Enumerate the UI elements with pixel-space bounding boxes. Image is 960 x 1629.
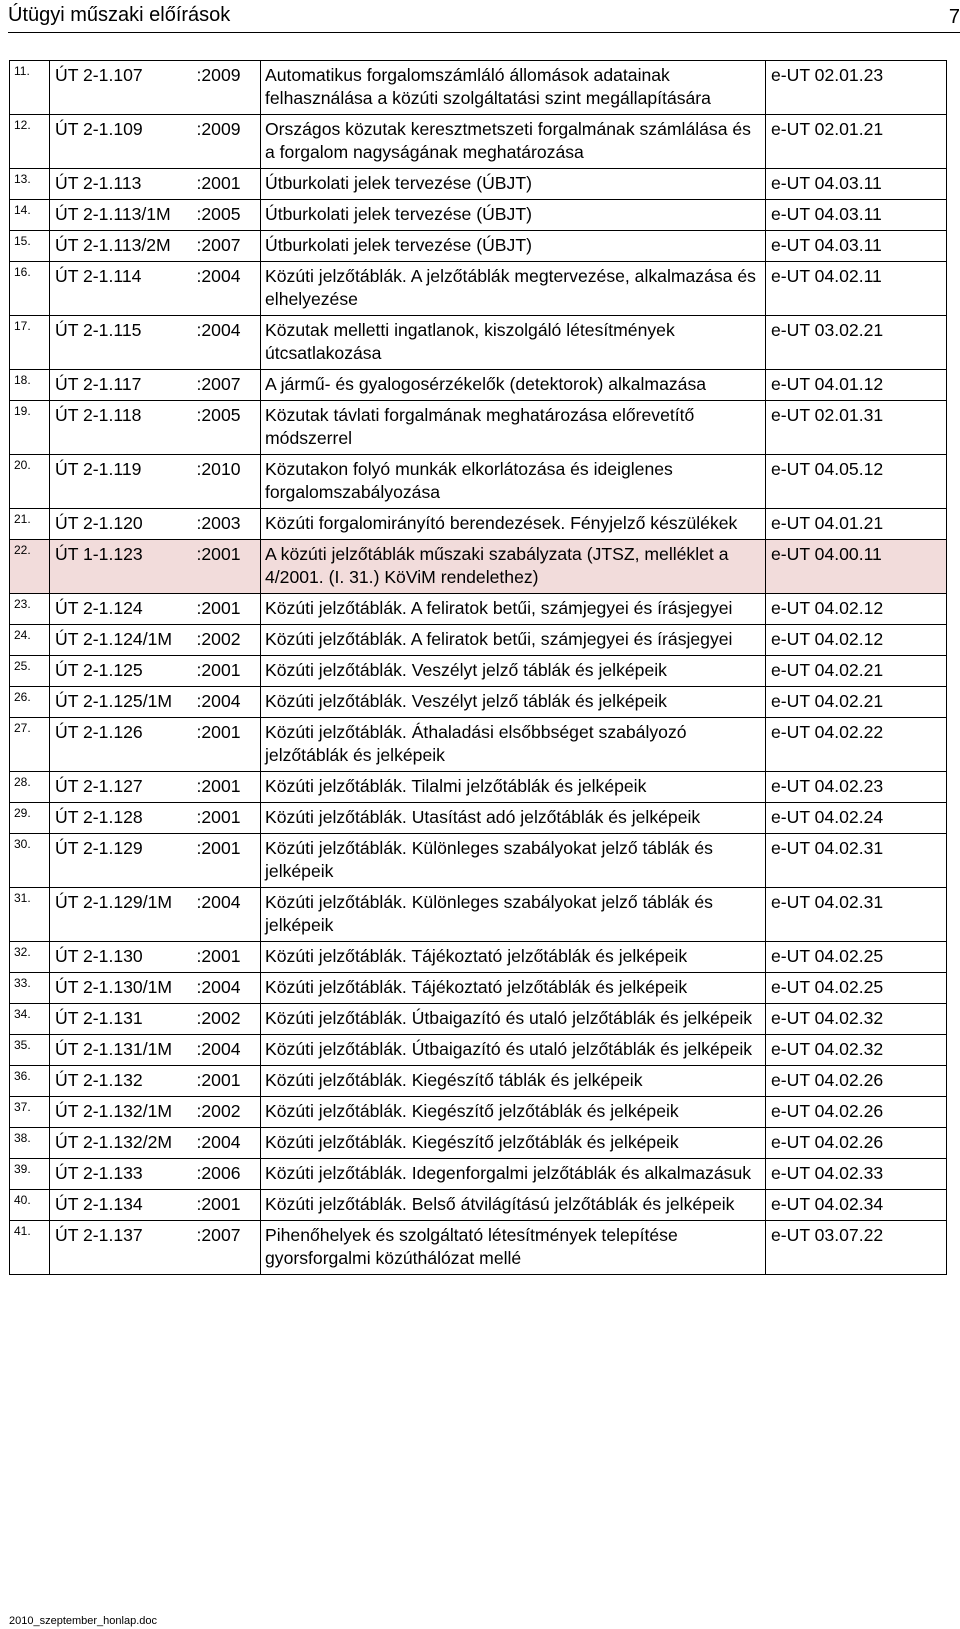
standard-year: :2001 <box>195 1066 261 1097</box>
standard-year: :2001 <box>195 718 261 772</box>
row-number: 31. <box>10 888 50 942</box>
standard-title: Közúti jelzőtáblák. Útbaigazító és utaló jelzőtáblák és jelképeik <box>261 1035 766 1066</box>
standard-title: Közutakon folyó munkák elkorlátozása és ideiglenes forgalomszabályozása <box>261 455 766 509</box>
standard-title: Közúti jelzőtáblák. Idegenforgalmi jelzőtáblák és alkalmazásuk <box>261 1159 766 1190</box>
standard-title: Közúti jelzőtáblák. A feliratok betűi, számjegyei és írásjegyei <box>261 594 766 625</box>
e-ut-reference: e-UT 04.03.11 <box>766 169 947 200</box>
e-ut-reference: e-UT 04.02.23 <box>766 772 947 803</box>
e-ut-reference: e-UT 04.02.12 <box>766 625 947 656</box>
row-number: 11. <box>10 61 50 115</box>
row-number: 25. <box>10 656 50 687</box>
row-number: 39. <box>10 1159 50 1190</box>
standard-title: Közúti jelzőtáblák. Tilalmi jelzőtáblák és jelképeik <box>261 772 766 803</box>
standard-title: Közúti jelzőtáblák. Tájékoztató jelzőtáblák és jelképeik <box>261 973 766 1004</box>
page-header <box>8 0 960 33</box>
row-number: 27. <box>10 718 50 772</box>
row-number: 36. <box>10 1066 50 1097</box>
standard-code: ÚT 2-1.120 <box>50 509 195 540</box>
e-ut-reference: e-UT 04.02.33 <box>766 1159 947 1190</box>
standard-code: ÚT 2-1.124 <box>50 594 195 625</box>
row-number: 34. <box>10 1004 50 1035</box>
table-row <box>10 718 947 772</box>
standards-table-body <box>10 61 947 1275</box>
standard-code: ÚT 2-1.133 <box>50 1159 195 1190</box>
row-number: 26. <box>10 687 50 718</box>
row-number: 22. <box>10 540 50 594</box>
standard-year: :2001 <box>195 169 261 200</box>
row-number: 12. <box>10 115 50 169</box>
page-number: 7 <box>948 6 960 28</box>
table-row <box>10 1221 947 1275</box>
standard-code: ÚT 2-1.128 <box>50 803 195 834</box>
standard-year: :2009 <box>195 115 261 169</box>
table-row <box>10 370 947 401</box>
row-number: 33. <box>10 973 50 1004</box>
standard-title: Automatikus forgalomszámláló állomások adatainak felhasználása a közúti szolgáltatási szint megállapítására <box>261 61 766 115</box>
e-ut-reference: e-UT 04.01.12 <box>766 370 947 401</box>
row-number: 19. <box>10 401 50 455</box>
table-row <box>10 115 947 169</box>
standard-title: Közutak melletti ingatlanok, kiszolgáló létesítmények útcsatlakozása <box>261 316 766 370</box>
standard-year: :2006 <box>195 1159 261 1190</box>
table-row <box>10 509 947 540</box>
standard-code: ÚT 2-1.118 <box>50 401 195 455</box>
standard-code: ÚT 2-1.131 <box>50 1004 195 1035</box>
table-row <box>10 1190 947 1221</box>
row-number: 20. <box>10 455 50 509</box>
table-row <box>10 656 947 687</box>
standard-code: ÚT 2-1.113 <box>50 169 195 200</box>
row-number: 40. <box>10 1190 50 1221</box>
e-ut-reference: e-UT 04.02.12 <box>766 594 947 625</box>
standard-year: :2001 <box>195 1190 261 1221</box>
standard-year: :2001 <box>195 942 261 973</box>
standard-title: Közúti forgalomirányító berendezések. Fényjelző készülékek <box>261 509 766 540</box>
standard-year: :2004 <box>195 687 261 718</box>
standard-code: ÚT 2-1.132 <box>50 1066 195 1097</box>
table-row <box>10 594 947 625</box>
standard-year: :2007 <box>195 231 261 262</box>
standard-title: Pihenőhelyek és szolgáltató létesítmények telepítése gyorsforgalmi közúthálózat mellé <box>261 1221 766 1275</box>
table-row <box>10 625 947 656</box>
standard-year: :2004 <box>195 1128 261 1159</box>
standard-title: Országos közutak keresztmetszeti forgalmának számlálása és a forgalom nagyságának meghatározása <box>261 115 766 169</box>
standard-year: :2002 <box>195 1097 261 1128</box>
table-row <box>10 803 947 834</box>
standard-year: :2002 <box>195 1004 261 1035</box>
table-row <box>10 169 947 200</box>
standard-year: :2009 <box>195 61 261 115</box>
table-row <box>10 1004 947 1035</box>
table-row <box>10 540 947 594</box>
standard-year: :2004 <box>195 973 261 1004</box>
standard-title: Közúti jelzőtáblák. Belső átvilágítású jelzőtáblák és jelképeik <box>261 1190 766 1221</box>
standards-table <box>9 60 947 1275</box>
e-ut-reference: e-UT 04.03.11 <box>766 231 947 262</box>
row-number: 21. <box>10 509 50 540</box>
standard-year: :2007 <box>195 1221 261 1275</box>
e-ut-reference: e-UT 04.02.22 <box>766 718 947 772</box>
table-row <box>10 1097 947 1128</box>
standard-code: ÚT 2-1.124/1M <box>50 625 195 656</box>
standard-year: :2001 <box>195 656 261 687</box>
row-number: 35. <box>10 1035 50 1066</box>
e-ut-reference: e-UT 04.02.31 <box>766 888 947 942</box>
standard-year: :2001 <box>195 594 261 625</box>
table-row <box>10 772 947 803</box>
row-number: 29. <box>10 803 50 834</box>
footer-filename: 2010_szeptember_honlap.doc <box>9 1615 158 1627</box>
standard-code: ÚT 2-1.130 <box>50 942 195 973</box>
table-row <box>10 687 947 718</box>
standard-code: ÚT 2-1.134 <box>50 1190 195 1221</box>
e-ut-reference: e-UT 04.02.24 <box>766 803 947 834</box>
row-number: 13. <box>10 169 50 200</box>
e-ut-reference: e-UT 04.03.11 <box>766 200 947 231</box>
table-row <box>10 401 947 455</box>
standard-title: Közúti jelzőtáblák. Tájékoztató jelzőtáblák és jelképeik <box>261 942 766 973</box>
standard-year: :2001 <box>195 772 261 803</box>
e-ut-reference: e-UT 04.02.21 <box>766 687 947 718</box>
standard-title: Útburkolati jelek tervezése (ÚBJT) <box>261 169 766 200</box>
standard-title: A közúti jelzőtáblák műszaki szabályzata (JTSZ, melléklet a 4/2001. (I. 31.) KöViM rendelethez) <box>261 540 766 594</box>
standard-code: ÚT 2-1.114 <box>50 262 195 316</box>
standard-title: Közúti jelzőtáblák. Különleges szabályokat jelző táblák és jelképeik <box>261 888 766 942</box>
standard-year: :2005 <box>195 401 261 455</box>
e-ut-reference: e-UT 04.02.26 <box>766 1128 947 1159</box>
e-ut-reference: e-UT 04.05.12 <box>766 455 947 509</box>
row-number: 41. <box>10 1221 50 1275</box>
standard-code: ÚT 2-1.119 <box>50 455 195 509</box>
table-row <box>10 1159 947 1190</box>
row-number: 15. <box>10 231 50 262</box>
standard-year: :2007 <box>195 370 261 401</box>
standard-year: :2001 <box>195 540 261 594</box>
standard-code: ÚT 2-1.132/2M <box>50 1128 195 1159</box>
standard-title: Közúti jelzőtáblák. A jelzőtáblák megtervezése, alkalmazása és elhelyezése <box>261 262 766 316</box>
e-ut-reference: e-UT 03.02.21 <box>766 316 947 370</box>
standard-code: ÚT 2-1.115 <box>50 316 195 370</box>
standard-code: ÚT 2-1.127 <box>50 772 195 803</box>
standard-code: ÚT 1-1.123 <box>50 540 195 594</box>
standard-code: ÚT 2-1.126 <box>50 718 195 772</box>
standard-code: ÚT 2-1.117 <box>50 370 195 401</box>
row-number: 28. <box>10 772 50 803</box>
e-ut-reference: e-UT 02.01.23 <box>766 61 947 115</box>
table-row <box>10 888 947 942</box>
standard-code: ÚT 2-1.137 <box>50 1221 195 1275</box>
standard-year: :2004 <box>195 262 261 316</box>
e-ut-reference: e-UT 04.00.11 <box>766 540 947 594</box>
table-row <box>10 973 947 1004</box>
e-ut-reference: e-UT 02.01.31 <box>766 401 947 455</box>
standard-code: ÚT 2-1.130/1M <box>50 973 195 1004</box>
e-ut-reference: e-UT 04.02.11 <box>766 262 947 316</box>
table-row <box>10 262 947 316</box>
standard-title: Útburkolati jelek tervezése (ÚBJT) <box>261 200 766 231</box>
row-number: 16. <box>10 262 50 316</box>
table-row <box>10 455 947 509</box>
e-ut-reference: e-UT 04.01.21 <box>766 509 947 540</box>
standard-title: Közúti jelzőtáblák. Útbaigazító és utaló jelzőtáblák és jelképeik <box>261 1004 766 1035</box>
e-ut-reference: e-UT 04.02.25 <box>766 973 947 1004</box>
standard-year: :2002 <box>195 625 261 656</box>
row-number: 23. <box>10 594 50 625</box>
e-ut-reference: e-UT 04.02.32 <box>766 1035 947 1066</box>
standard-title: Közúti jelzőtáblák. Áthaladási elsőbbséget szabályozó jelzőtáblák és jelképeik <box>261 718 766 772</box>
row-number: 14. <box>10 200 50 231</box>
row-number: 18. <box>10 370 50 401</box>
standard-title: Közúti jelzőtáblák. Kiegészítő jelzőtáblák és jelképeik <box>261 1128 766 1159</box>
table-row <box>10 834 947 888</box>
standard-title: Útburkolati jelek tervezése (ÚBJT) <box>261 231 766 262</box>
standard-code: ÚT 2-1.109 <box>50 115 195 169</box>
standard-title: Közúti jelzőtáblák. Kiegészítő táblák és jelképeik <box>261 1066 766 1097</box>
standard-year: :2003 <box>195 509 261 540</box>
e-ut-reference: e-UT 04.02.26 <box>766 1097 947 1128</box>
row-number: 37. <box>10 1097 50 1128</box>
standard-code: ÚT 2-1.129/1M <box>50 888 195 942</box>
standard-year: :2001 <box>195 834 261 888</box>
standard-year: :2004 <box>195 1035 261 1066</box>
table-row <box>10 200 947 231</box>
standard-title: Közúti jelzőtáblák. Utasítást adó jelzőtáblák és jelképeik <box>261 803 766 834</box>
table-row <box>10 942 947 973</box>
standard-title: Közúti jelzőtáblák. Kiegészítő jelzőtáblák és jelképeik <box>261 1097 766 1128</box>
row-number: 24. <box>10 625 50 656</box>
standard-title: A jármű- és gyalogosérzékelők (detektorok) alkalmazása <box>261 370 766 401</box>
standard-code: ÚT 2-1.107 <box>50 61 195 115</box>
standard-code: ÚT 2-1.132/1M <box>50 1097 195 1128</box>
e-ut-reference: e-UT 04.02.21 <box>766 656 947 687</box>
row-number: 32. <box>10 942 50 973</box>
standard-title: Közúti jelzőtáblák. Veszélyt jelző táblák és jelképeik <box>261 656 766 687</box>
standard-code: ÚT 2-1.113/1M <box>50 200 195 231</box>
e-ut-reference: e-UT 04.02.34 <box>766 1190 947 1221</box>
document-title: Útügyi műszaki előírások <box>8 4 231 26</box>
standard-year: :2005 <box>195 200 261 231</box>
standard-year: :2004 <box>195 888 261 942</box>
row-number: 38. <box>10 1128 50 1159</box>
standard-year: :2001 <box>195 803 261 834</box>
standard-code: ÚT 2-1.131/1M <box>50 1035 195 1066</box>
e-ut-reference: e-UT 02.01.21 <box>766 115 947 169</box>
e-ut-reference: e-UT 04.02.25 <box>766 942 947 973</box>
e-ut-reference: e-UT 03.07.22 <box>766 1221 947 1275</box>
standard-code: ÚT 2-1.125/1M <box>50 687 195 718</box>
e-ut-reference: e-UT 04.02.32 <box>766 1004 947 1035</box>
standard-title: Közúti jelzőtáblák. Veszélyt jelző táblák és jelképeik <box>261 687 766 718</box>
e-ut-reference: e-UT 04.02.26 <box>766 1066 947 1097</box>
standard-year: :2010 <box>195 455 261 509</box>
table-row <box>10 1128 947 1159</box>
table-row <box>10 1066 947 1097</box>
table-row <box>10 316 947 370</box>
standard-code: ÚT 2-1.113/2M <box>50 231 195 262</box>
standard-year: :2004 <box>195 316 261 370</box>
standard-code: ÚT 2-1.125 <box>50 656 195 687</box>
row-number: 30. <box>10 834 50 888</box>
standard-title: Közúti jelzőtáblák. Különleges szabályokat jelző táblák és jelképeik <box>261 834 766 888</box>
standard-title: Közutak távlati forgalmának meghatározása előrevetítő módszerrel <box>261 401 766 455</box>
row-number: 17. <box>10 316 50 370</box>
table-row <box>10 61 947 115</box>
table-row <box>10 1035 947 1066</box>
e-ut-reference: e-UT 04.02.31 <box>766 834 947 888</box>
table-row <box>10 231 947 262</box>
standard-title: Közúti jelzőtáblák. A feliratok betűi, számjegyei és írásjegyei <box>261 625 766 656</box>
standard-code: ÚT 2-1.129 <box>50 834 195 888</box>
